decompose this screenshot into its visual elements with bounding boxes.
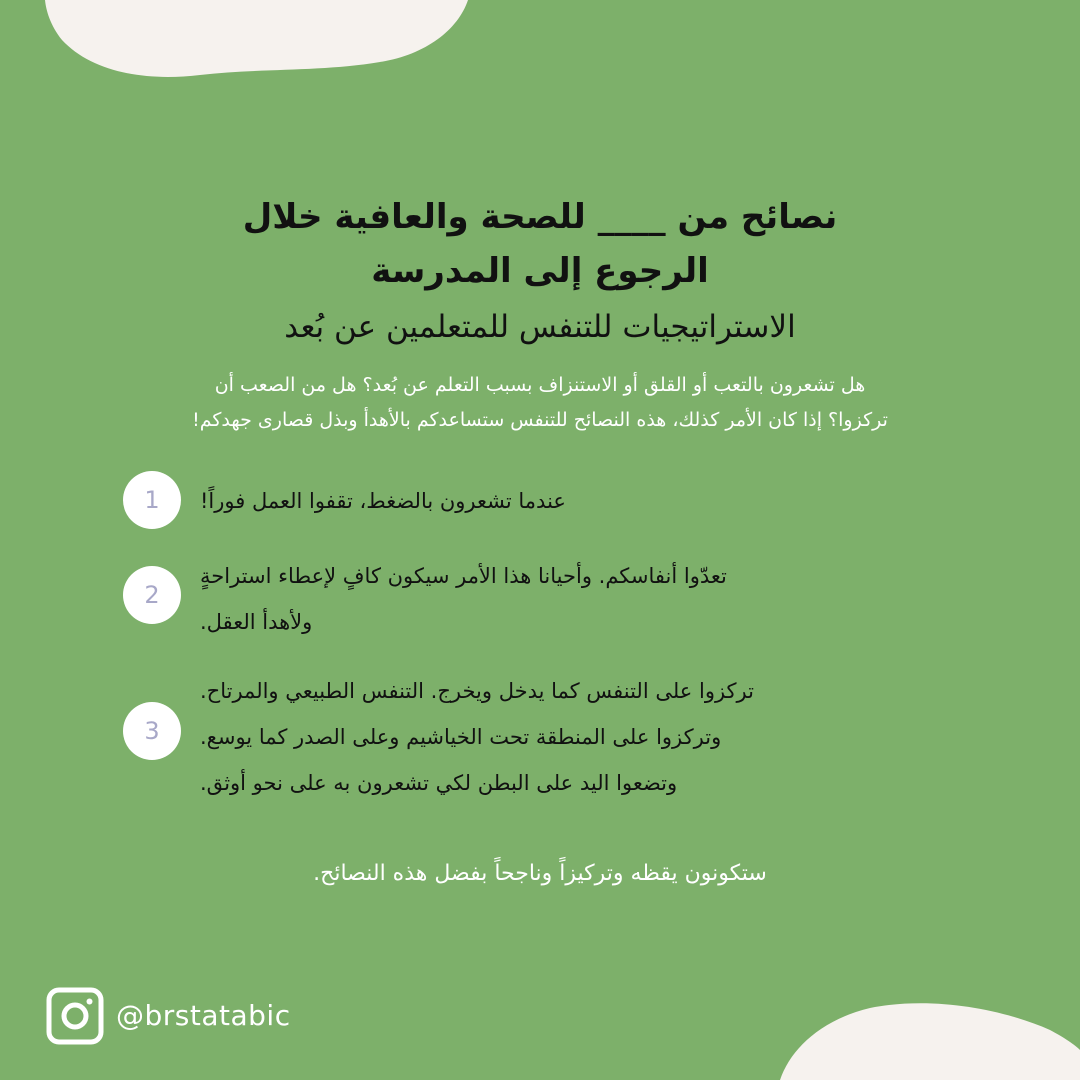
intro-line-1: هل تشعرون بالتعب أو القلق أو الاستنزاف بسبب التعلم عن بُعد؟ هل من الصعب أن (214, 374, 866, 396)
tip-item-3 (200, 668, 940, 806)
intro-paragraph (60, 368, 1020, 438)
page-title (120, 190, 960, 298)
tip-item-2 (200, 553, 940, 645)
tip-2-line-1: تعدّوا أنفاسكم. وأحيانا هذا الأمر سيكون كافٍ لإعطاء استراحةٍ (200, 564, 727, 588)
intro-line-2: تركزوا؟ إذا كان الأمر كذلك، هذه النصائح للتنفس ستساعدكم بالأهدأ وبذل قصارى جهدكم! (192, 409, 888, 431)
instagram-handle[interactable]: @brstatabic (116, 999, 291, 1032)
tip-1-line-1: عندما تشعرون بالضغط، تقفوا العمل فوراً! (200, 489, 566, 513)
tip-number-badge-1: 1 (123, 471, 181, 529)
tip-2-line-2: ولأهدأ العقل. (200, 610, 313, 634)
decorative-blob-bottom (760, 1000, 1080, 1080)
title-line-1: نصائح من ____ للصحة والعافية خلال (242, 197, 838, 237)
tip-3-line-1: تركزوا على التنفس كما يدخل ويخرج. التنفس الطبيعي والمرتاح. (200, 679, 754, 703)
tip-3-line-3: وتضعوا اليد على البطن لكي تشعرون به على نحو أوثق. (200, 771, 678, 795)
page-subtitle: الاستراتيجيات للتنفس للمتعلمين عن بُعد (284, 309, 796, 345)
tip-3-line-2: وتركزوا على المنطقة تحت الخياشيم وعلى الصدر كما يوسع. (200, 725, 722, 749)
instagram-icon[interactable] (46, 987, 104, 1045)
tip-number-badge-2: 2 (123, 566, 181, 624)
decorative-blob-top (0, 0, 470, 90)
closing-message: ستكونون يقظه وتركيزاً وناجحاً بفضل هذه النصائح. (313, 861, 767, 886)
tip-item-1 (200, 478, 940, 524)
tip-number-badge-3: 3 (123, 702, 181, 760)
title-line-2: الرجوع إلى المدرسة (371, 251, 709, 291)
